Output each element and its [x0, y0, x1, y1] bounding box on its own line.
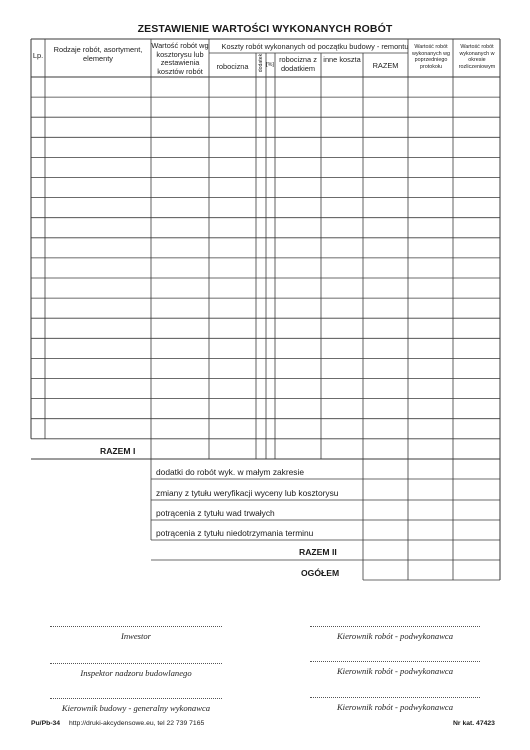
signature-line-investor[interactable] [50, 626, 222, 627]
signature-label-inspector: Inspektor nadzoru budowlanego [80, 668, 192, 678]
signature-line-sub-manager-1[interactable] [310, 626, 480, 627]
signature-label-investor: Inwestor [120, 631, 152, 641]
zmiany-label: zmiany z tytułu weryfikacji wyceny lub kosztorysu [156, 488, 339, 498]
signature-line-inspector[interactable] [50, 663, 222, 664]
ogolem-label: OGÓŁEM [301, 568, 340, 578]
col-header-inne-koszta: inne koszta [323, 55, 361, 64]
potracenia-wad-label: potrącenia z tytułu wad trwałych [156, 508, 275, 518]
footer-contact: http://druki-akcydensowe.eu, tel 22 739 7165 [69, 720, 205, 727]
razem-2-label: RAZEM II [299, 547, 337, 557]
signature-label-sub-manager-2: Kierownik robót - podwykonawca [336, 666, 454, 676]
col-header-robocizna: robocizna [216, 62, 249, 71]
razem-1-label: RAZEM I [100, 446, 136, 456]
col-header-robocizna-dodatkiem: robocizna z dodatkiem [279, 55, 317, 73]
col-header-koszty-group: Koszty robót wykonanych od początku budowy - remontu [221, 42, 409, 51]
col-header-wartosc-poprzedniego: Wartość robót wykonanych wg poprzedniego protokołu [411, 44, 451, 70]
footer-catalog: Nr kat. 47423 [453, 720, 495, 727]
form-title: ZESTAWIENIE WARTOŚCI WYKONANYCH ROBÓT [137, 23, 393, 35]
signature-line-sub-manager-3[interactable] [310, 697, 480, 698]
signature-label-sub-manager-3: Kierownik robót - podwykonawca [336, 702, 454, 712]
col-header-wartosc: Wartość robót wg kosztorysu lub zestawienia kosztów robót [151, 41, 209, 76]
col-header-rodzaje: Rodzaje robót, asortyment, elementy [53, 45, 143, 63]
signature-line-general-manager[interactable] [50, 698, 222, 699]
signature-label-general-manager: Kierownik budowy - generalny wykonawca [61, 703, 211, 713]
footer-code: Pu/Pb-34 [31, 720, 61, 727]
col-header-razem: RAZEM [372, 61, 399, 70]
potracenia-terminu-label: potrącenia z tytułu niedotrzymania terminu [156, 528, 314, 538]
signature-line-sub-manager-2[interactable] [310, 661, 480, 662]
dodatki-label: dodatki do robót wyk. w małym zakresie [156, 467, 305, 477]
col-header-lp: Lp. [32, 51, 44, 60]
col-header-procent: [%] [266, 62, 274, 68]
col-header-wartosc-okresie: Wartość robót wykonanych w okresie rozliczeniowym [458, 44, 496, 70]
col-header-dodatek: dodatek [258, 53, 264, 73]
signature-label-sub-manager-1: Kierownik robót - podwykonawca [336, 631, 454, 641]
